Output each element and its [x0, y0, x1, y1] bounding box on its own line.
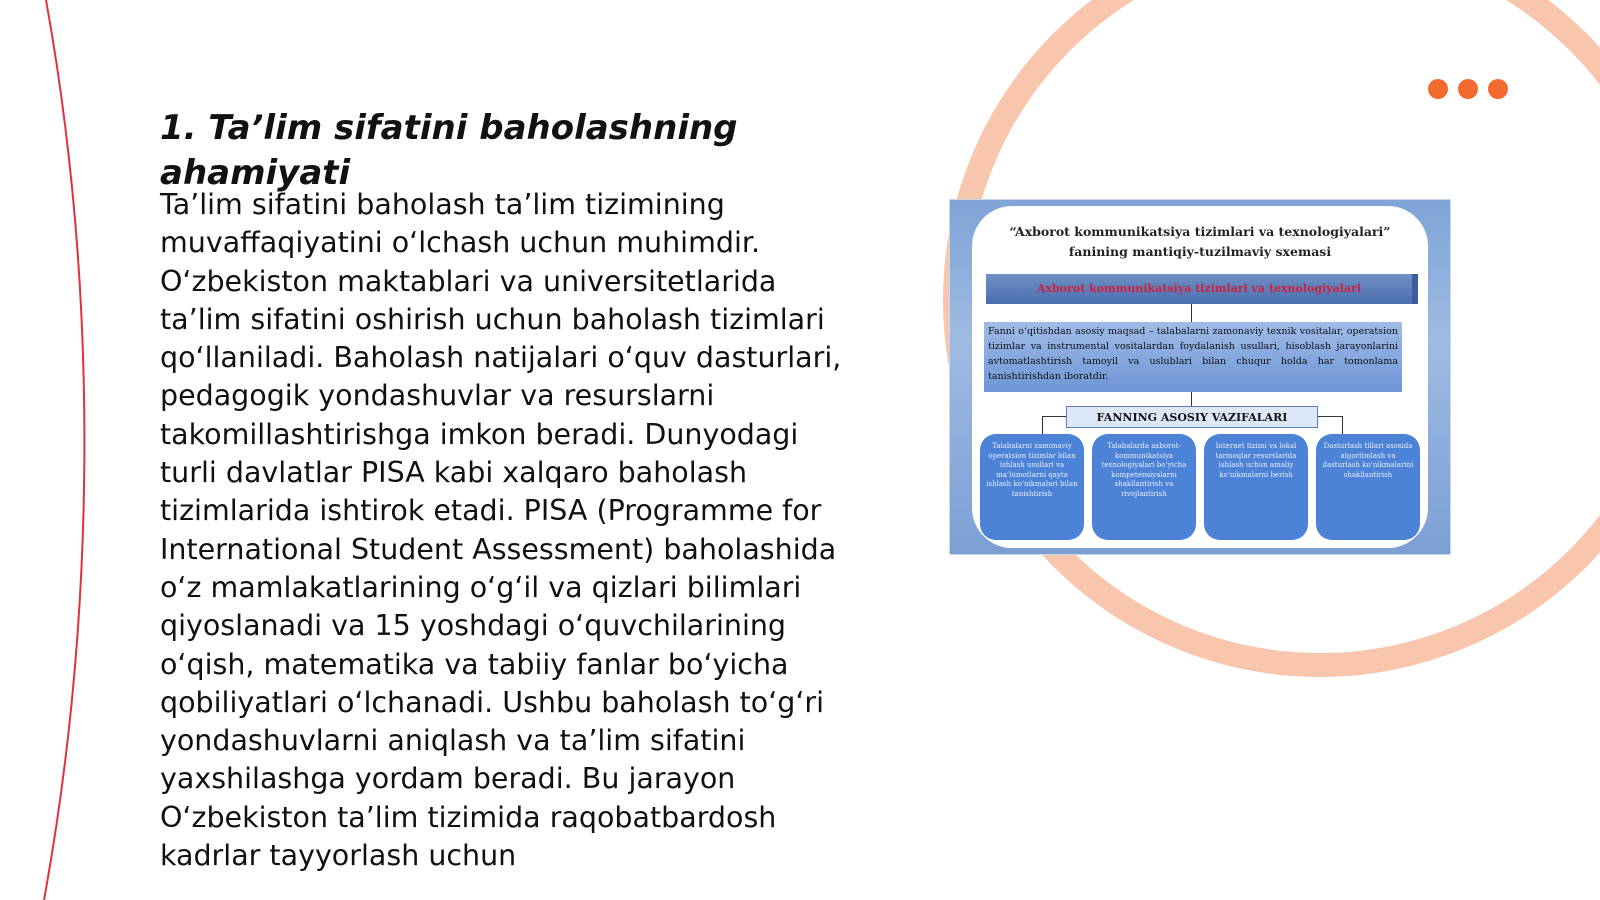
- dot-2: [1458, 79, 1478, 99]
- left-accent-line: [44, 0, 84, 900]
- scheme-image: [950, 200, 1450, 554]
- function-box: Dasturlash tillari asosida algoritmlash va dasturlash ko‘nikmalarini shakllantirish: [1316, 434, 1420, 540]
- slide-dots: [1428, 79, 1508, 99]
- function-box: Internet tizimi va lokal tarmoqlar resurslarida ishlash uchun amaliy ko‘nikmalarni berish: [1204, 434, 1308, 540]
- scheme-function-boxes: [980, 434, 1420, 542]
- scheme-title-line-1: “Axborot kommunikatsiya tizimlari va texnologiyalari”: [1009, 224, 1391, 239]
- connector-line: [1191, 304, 1192, 322]
- scheme-title: [972, 222, 1428, 262]
- slide-title: 1. Ta’lim sifatini baholashning ahamiyati: [160, 108, 738, 193]
- scheme-banner: Axborot kommunikatsiya tizimlari va texnologiyalari: [986, 274, 1418, 304]
- connector-line: [1191, 392, 1192, 406]
- scheme-title-line-2: fanining mantiqiy-tuzilmaviy sxemasi: [1068, 244, 1332, 259]
- dot-3: [1488, 79, 1508, 99]
- slide-body-text: Ta’lim sifatini baholash ta’lim tizimining muvaffaqiyatini o‘lchash uchun muhimdir. O‘zbekiston maktablari va universitetlarida ta’lim sifatini oshirish uchun baholash tizimlari qo‘llaniladi. Baholash natijalari o‘quv dasturlari, pedagogik yondashuvlar va resurslarni takomillashtirishga imkon beradi. Dunyodagi turli davlatlar PISA kabi xalqaro baholash tizimlarida ishtirok etadi. PISA (Programme for International Student Assessment) baholashida o‘z mamlakatlarining o‘g‘il va qizlari bilimlari qiyoslanadi va 15 yoshdagi o‘quvchilarining o‘qish, matematika va tabiiy fanlar bo‘yicha qobiliyatlari o‘lchanadi. Ushbu baholash to‘g‘ri yondashuvlarni aniqlash va ta’lim sifatini yaxshilashga yordam beradi. Bu jarayon O‘zbekiston ta’lim tizimida raqobatbardosh kadrlar tayyorlash uchun: [160, 188, 842, 873]
- scheme-goal-box: Fanni o‘qitishdan asosiy maqsad – talabalarni zamonaviy texnik vositalar, operatsion tizimlar va instrumental vositalardan foydalanish usullari, hisoblash jarayonlarini avtomatlashtirish tamoyil va uslublari bilan chuqur holda har tomonlama tanishtirishdan iboratdir.: [984, 322, 1402, 392]
- scheme-panel: [972, 206, 1428, 548]
- connector-line: [1342, 416, 1343, 434]
- connector-line: [1318, 416, 1342, 417]
- function-box: Talabalarda axborot-kommunikatsiya texnologiyalari bo‘yicha kompetensiyalarni shakllantirish va rivojlantirish: [1092, 434, 1196, 540]
- dot-1: [1428, 79, 1448, 99]
- connector-line: [1042, 416, 1066, 417]
- scheme-functions-title: FANNING ASOSIY VAZIFALARI: [1066, 406, 1318, 428]
- function-box: Talabalarni zamonaviy operatsion tizimlar bilan ishlash usullari va ma’lumotlarni qayta ishlash ko‘nikmalari bilan tanishtirish: [980, 434, 1084, 540]
- connector-line: [1042, 416, 1043, 434]
